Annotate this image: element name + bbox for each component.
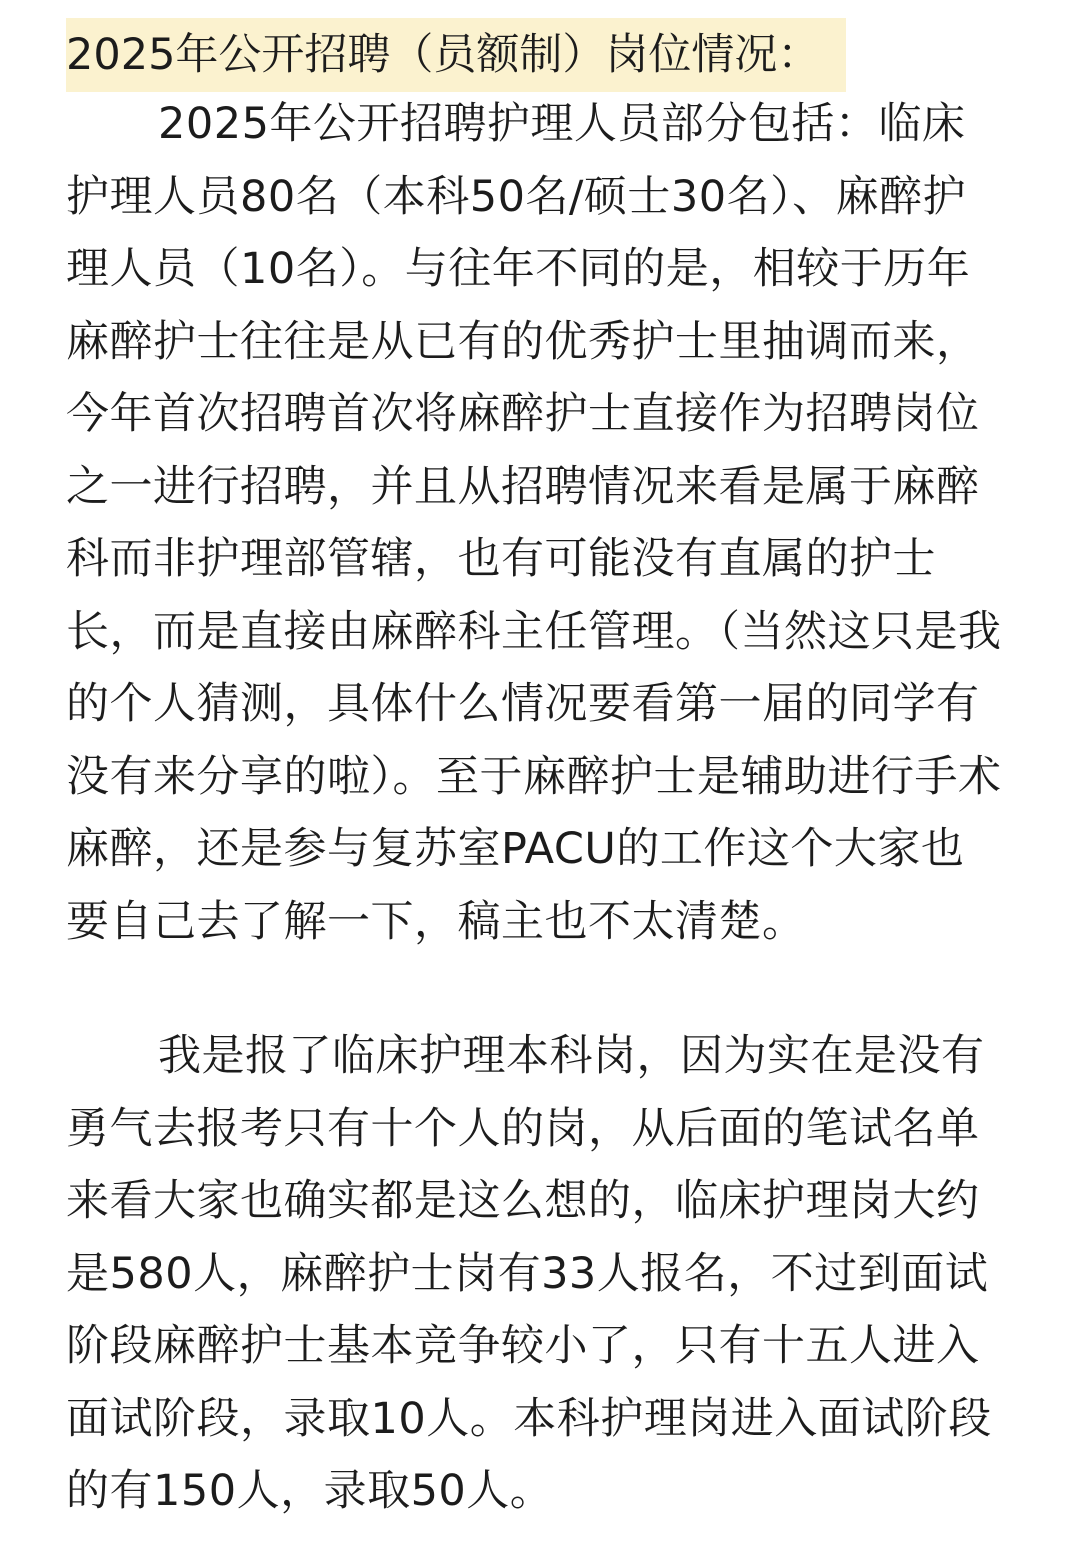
paragraph-recruitment-overview: 2025年公开招聘护理人员部分包括：临床护理人员80名（本科50名/硕士30名）、麻醉护理人员（10名）。与往年不同的是，相较于历年麻醉护士往往是从已有的优秀护士里抽调而来，今年首次招聘首次将麻醉护士直接作为招聘岗位之一进行招聘，并且从招聘情况来看是属于麻醉科而非护理部管辖，也有可能没有直属的护士长，而是直接由麻醉科主任管理。（当然这只是我的个人猜测，具体什么情况要看第一届的同学有没有来分享的啦）。至于麻醉护士是辅助进行手术麻醉，还是参与复苏室PACU的工作这个大家也要自己去了解一下，稿主也不太清楚。 — [66, 99, 1002, 947]
section-title: 2025年公开招聘（员额制）岗位情况： — [66, 30, 821, 80]
title-highlight — [66, 18, 846, 92]
paragraph-personal-experience: 我是报了临床护理本科岗，因为实在是没有勇气去报考只有十个人的岗，从后面的笔试名单来看大家也确实都是这么想的，临床护理岗大约是580人，麻醉护士岗有33人报名，不过到面试阶段麻醉护士基本竞争较小了，只有十五人进入面试阶段，录取10人。本科护理岗进入面试阶段的有150人，录取50人。 — [66, 1031, 992, 1516]
